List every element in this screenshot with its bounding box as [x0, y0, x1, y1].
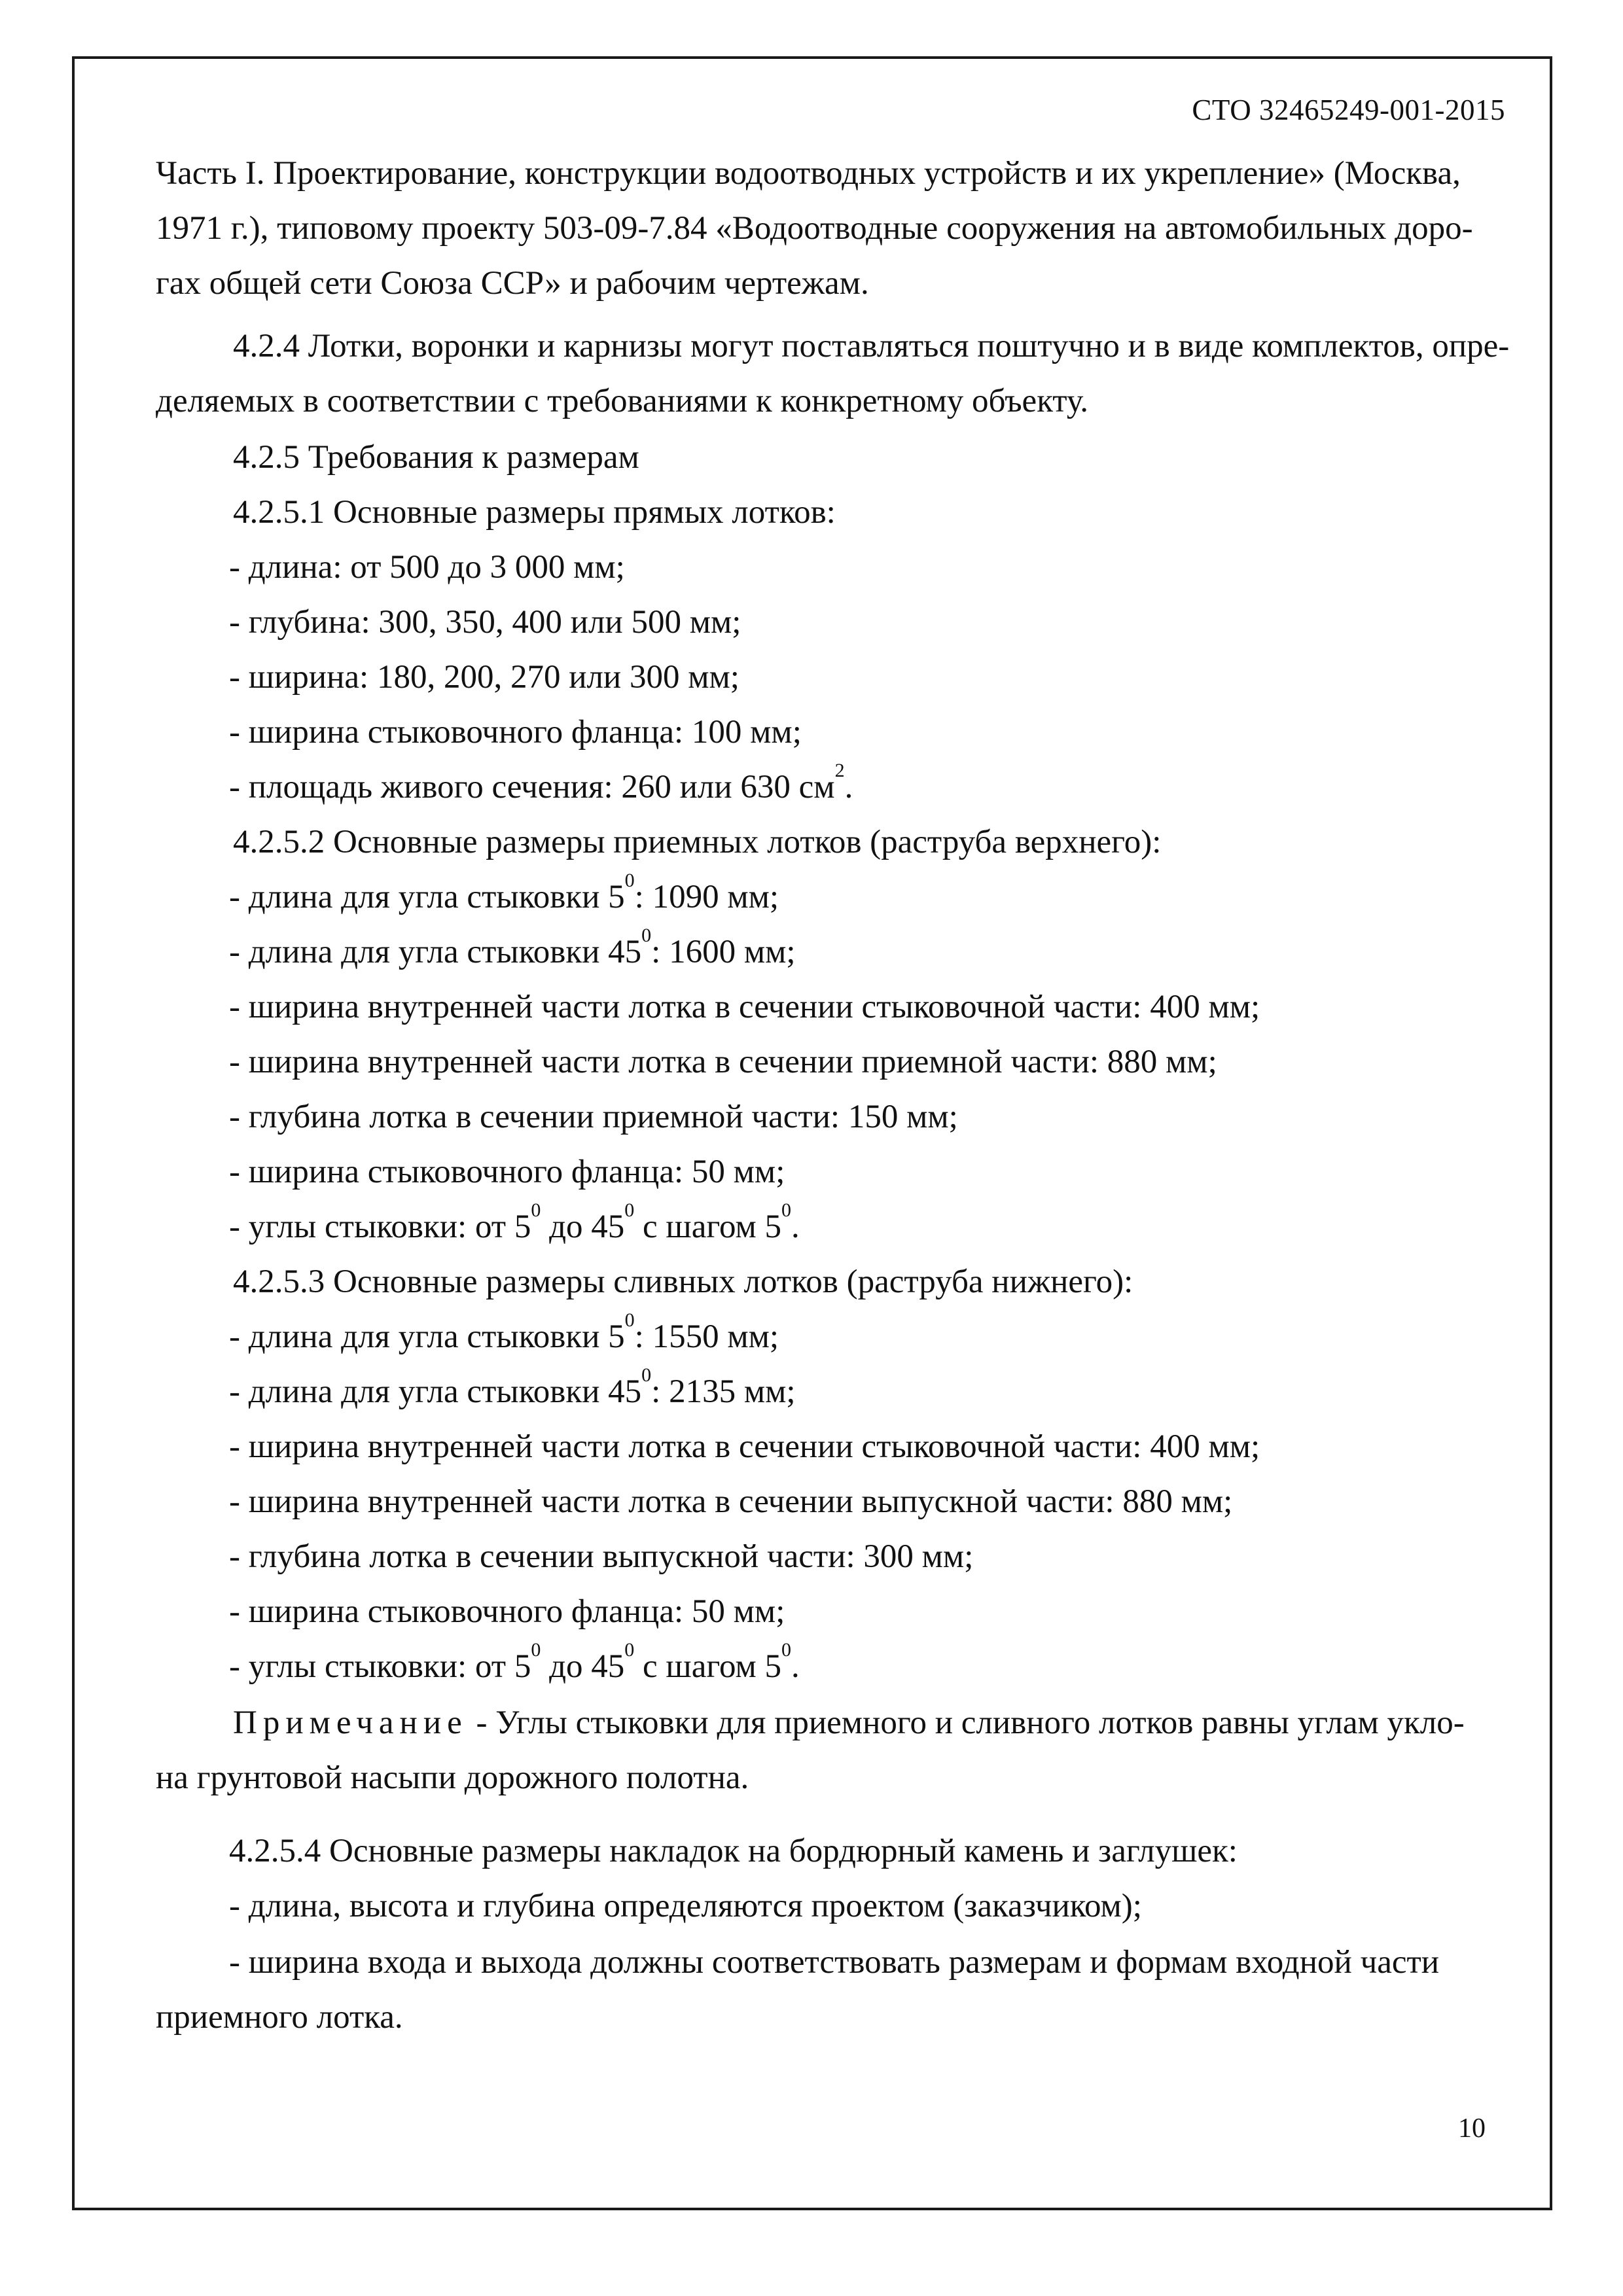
- list-item: - ширина стыковочного фланца: 100 мм;: [229, 714, 802, 751]
- list-item: - длина для угла стыковки $45^0$: 1600 мм;: [229, 925, 796, 970]
- page-number: 10: [1458, 2113, 1486, 2144]
- note-line: на грунтовой насыпи дорожного полотна.: [156, 1759, 749, 1796]
- list-item: - длина для угла стыковки $45^0$: 2135 мм;: [229, 1364, 796, 1410]
- text-line: деляемых в соответствии с требованиями к конкретному объекту.: [156, 383, 1089, 419]
- list-item: - ширина входа и выхода должны соответствовать размерам и формам входной части: [229, 1944, 1440, 1981]
- list-item: - ширина стыковочного фланца: 50 мм;: [229, 1154, 785, 1190]
- list-item: - длина для угла стыковки $5^0$: 1550 мм;: [229, 1309, 779, 1355]
- list-item: - длина: от 500 до 3 000 мм;: [229, 549, 625, 586]
- document-code: СТО 32465249-001-2015: [1192, 94, 1505, 126]
- subsection-heading: 4.2.5.4 Основные размеры накладок на бордюрный камень и заглушек:: [229, 1833, 1238, 1869]
- list-item: - ширина внутренней части лотка в сечении приемной части: 880 мм;: [229, 1044, 1217, 1080]
- list-item: - ширина внутренней части лотка в сечении стыковочной части: 400 мм;: [229, 989, 1260, 1025]
- note-line: Примечание - Углы стыковки для приемного и сливного лотков равны углам укло-: [233, 1704, 1465, 1741]
- subsection-heading: 4.2.5.1 Основные размеры прямых лотков:: [233, 494, 836, 531]
- list-item: - глубина лотка в сечении приемной части: 150 мм;: [229, 1099, 958, 1135]
- list-item: - ширина стыковочного фланца: 50 мм;: [229, 1593, 785, 1630]
- subsection-heading: 4.2.5.2 Основные размеры приемных лотков (раструба верхнего):: [233, 824, 1162, 860]
- text-line: 4.2.4 Лотки, воронки и карнизы могут поставляться поштучно и в виде комплектов, опре-: [233, 328, 1510, 364]
- text-line: 1971 г.), типовому проекту 503-09-7.84 «Водоотводные сооружения на автомобильных доро-: [156, 210, 1473, 247]
- note-label: Примечание: [233, 1704, 468, 1741]
- list-item: - глубина: 300, 350, 400 или 500 мм;: [229, 604, 741, 641]
- list-item: - длина для угла стыковки $5^0$: 1090 мм;: [229, 870, 779, 915]
- list-item: - углы стыковки: от $5^0$ до $45^0$ с шагом $5^0$.: [229, 1199, 800, 1245]
- text-line: приемного лотка.: [156, 1999, 403, 2036]
- list-item: - глубина лотка в сечении выпускной части: 300 мм;: [229, 1538, 974, 1575]
- text-line: Часть I. Проектирование, конструкции водоотводных устройств и их укрепление» (Москва,: [156, 155, 1461, 192]
- list-item: - площадь живого сечения: 260 или 630 $см^2$.: [229, 760, 853, 805]
- list-item: - длина, высота и глубина определяются проектом (заказчиком);: [229, 1888, 1142, 1924]
- list-item: - ширина внутренней части лотка в сечении стыковочной части: 400 мм;: [229, 1428, 1260, 1465]
- section-heading: 4.2.5 Требования к размерам: [233, 439, 639, 476]
- list-item: - ширина внутренней части лотка в сечении выпускной части: 880 мм;: [229, 1483, 1233, 1520]
- list-item: - углы стыковки: от $5^0$ до $45^0$ с шагом $5^0$.: [229, 1639, 800, 1685]
- text-line: гах общей сети Союза ССР» и рабочим чертежам.: [156, 265, 869, 302]
- list-item: - ширина: 180, 200, 270 или 300 мм;: [229, 659, 740, 696]
- subsection-heading: 4.2.5.3 Основные размеры сливных лотков (раструба нижнего):: [233, 1263, 1133, 1300]
